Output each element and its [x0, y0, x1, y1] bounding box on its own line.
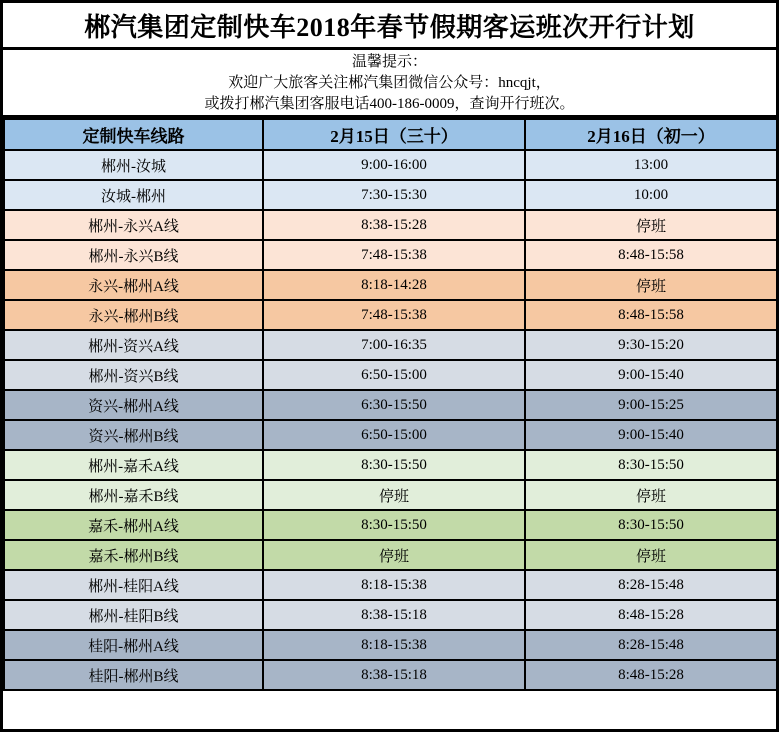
notice-heading: 温馨提示：: [351, 54, 427, 70]
feb16-cell: 9:00-15:40: [525, 360, 777, 390]
feb16-cell: 8:48-15:28: [525, 660, 777, 690]
table-row: [4, 210, 777, 240]
feb16-cell: 停班: [525, 480, 777, 510]
feb15-cell: 7:30-15:30: [263, 180, 525, 210]
feb15-cell: 8:18-14:28: [263, 270, 525, 300]
feb16-cell: 13:00: [525, 150, 777, 180]
table-row: [4, 300, 777, 330]
feb15-cell: 9:00-16:00: [263, 150, 525, 180]
feb15-cell: 8:30-15:50: [263, 450, 525, 480]
table-row: [4, 240, 777, 270]
column-header-route: 定制快车线路: [4, 119, 263, 150]
feb15-cell: 停班: [263, 480, 525, 510]
route-cell: 郴州-桂阳A线: [4, 570, 263, 600]
feb15-cell: 8:18-15:38: [263, 570, 525, 600]
route-cell: 郴州-桂阳B线: [4, 600, 263, 630]
route-cell: 郴州-嘉禾B线: [4, 480, 263, 510]
route-cell: 桂阳-郴州B线: [4, 660, 263, 690]
feb16-cell: 8:28-15:48: [525, 570, 777, 600]
table-row: [4, 600, 777, 630]
feb15-cell: 7:00-16:35: [263, 330, 525, 360]
route-cell: 资兴-郴州A线: [4, 390, 263, 420]
table-row: [4, 480, 777, 510]
table-row: [4, 390, 777, 420]
feb15-cell: 8:38-15:18: [263, 600, 525, 630]
feb15-cell: 7:48-15:38: [263, 300, 525, 330]
feb16-cell: 8:48-15:28: [525, 600, 777, 630]
page-title: 郴汽集团定制快车2018年春节假期客运班次开行计划: [3, 3, 776, 50]
table-row: [4, 660, 777, 690]
route-cell: 郴州-汝城: [4, 150, 263, 180]
header-row: [4, 119, 777, 150]
feb16-cell: 停班: [525, 270, 777, 300]
feb16-cell: 8:30-15:50: [525, 510, 777, 540]
feb15-cell: 8:30-15:50: [263, 510, 525, 540]
feb16-cell: 停班: [525, 540, 777, 570]
feb15-cell: 7:48-15:38: [263, 240, 525, 270]
feb16-cell: 9:30-15:20: [525, 330, 777, 360]
route-cell: 郴州-永兴B线: [4, 240, 263, 270]
notice-line-wechat: 欢迎广大旅客关注郴汽集团微信公众号：hncqjt，: [228, 75, 551, 91]
notice-block: [3, 50, 776, 118]
table-row: [4, 510, 777, 540]
feb15-cell: 6:50-15:00: [263, 420, 525, 450]
route-cell: 嘉禾-郴州B线: [4, 540, 263, 570]
feb16-cell: 8:48-15:58: [525, 300, 777, 330]
feb16-cell: 停班: [525, 210, 777, 240]
feb15-cell: 6:50-15:00: [263, 360, 525, 390]
route-cell: 嘉禾-郴州A线: [4, 510, 263, 540]
feb15-cell: 6:30-15:50: [263, 390, 525, 420]
route-cell: 资兴-郴州B线: [4, 420, 263, 450]
table-row: [4, 150, 777, 180]
feb16-cell: 8:30-15:50: [525, 450, 777, 480]
route-cell: 汝城-郴州: [4, 180, 263, 210]
table-body: [4, 150, 777, 690]
feb15-cell: 8:38-15:28: [263, 210, 525, 240]
route-cell: 郴州-永兴A线: [4, 210, 263, 240]
feb16-cell: 9:00-15:40: [525, 420, 777, 450]
table-row: [4, 330, 777, 360]
schedule-table: [3, 118, 778, 691]
table-row: [4, 360, 777, 390]
feb16-cell: 8:28-15:48: [525, 630, 777, 660]
route-cell: 郴州-资兴A线: [4, 330, 263, 360]
feb15-cell: 停班: [263, 540, 525, 570]
table-row: [4, 630, 777, 660]
route-cell: 永兴-郴州B线: [4, 300, 263, 330]
column-header-feb15: 2月15日（三十）: [263, 119, 525, 150]
feb16-cell: 10:00: [525, 180, 777, 210]
table-row: [4, 450, 777, 480]
feb15-cell: 8:38-15:18: [263, 660, 525, 690]
route-cell: 郴州-资兴B线: [4, 360, 263, 390]
feb16-cell: 8:48-15:58: [525, 240, 777, 270]
route-cell: 永兴-郴州A线: [4, 270, 263, 300]
feb16-cell: 9:00-15:25: [525, 390, 777, 420]
feb15-cell: 8:18-15:38: [263, 630, 525, 660]
table-row: [4, 570, 777, 600]
table-row: [4, 420, 777, 450]
column-header-feb16: 2月16日（初一）: [525, 119, 777, 150]
table-row: [4, 180, 777, 210]
notice-line-phone: 或拨打郴汽集团客服电话400-186-0009，查询开行班次。: [204, 96, 575, 112]
route-cell: 郴州-嘉禾A线: [4, 450, 263, 480]
table-row: [4, 540, 777, 570]
route-cell: 桂阳-郴州A线: [4, 630, 263, 660]
table-row: [4, 270, 777, 300]
